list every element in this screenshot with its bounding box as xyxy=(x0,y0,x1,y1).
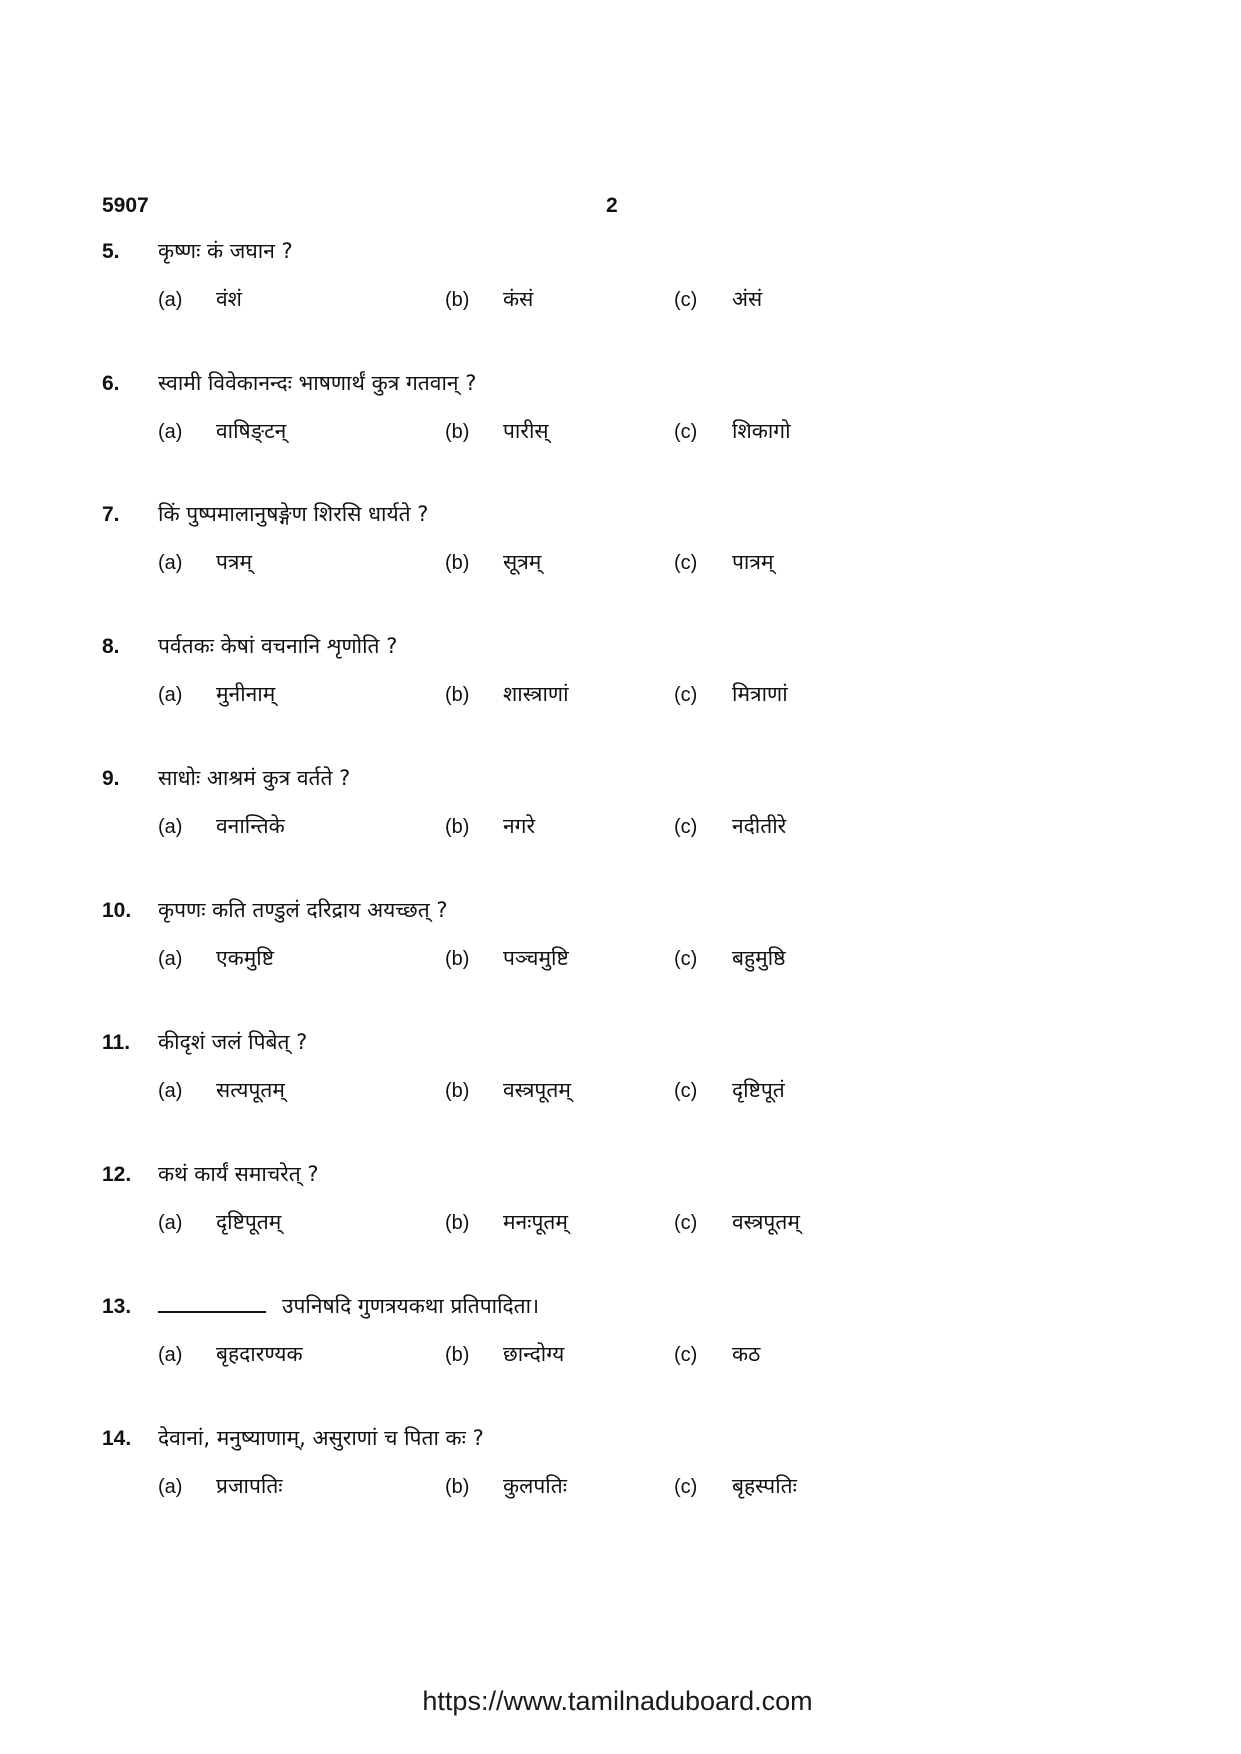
option-b: (b) वस्त्रपूतम् xyxy=(445,1078,571,1102)
question-text: कथं कार्यं समाचरेत् ? xyxy=(158,1162,319,1186)
option-b: (b) मनःपूतम् xyxy=(445,1210,568,1234)
question-text: साधोः आश्रमं कुत्र वर्तते ? xyxy=(158,766,351,790)
question-5 xyxy=(102,240,862,320)
option-a: (a) वनान्तिके xyxy=(158,814,285,838)
option-a: (a) दृष्टिपूतम् xyxy=(158,1210,282,1234)
question-number: 6. xyxy=(102,372,120,395)
option-c: (c) नदीतीरे xyxy=(674,814,787,838)
question-number: 10. xyxy=(102,899,132,922)
option-a: (a) मुनीनाम् xyxy=(158,682,276,706)
question-number: 11. xyxy=(102,1031,131,1054)
option-c: (c) शिकागो xyxy=(674,419,791,443)
question-number: 14. xyxy=(102,1427,132,1450)
question-number: 8. xyxy=(102,635,120,658)
option-c: (c) वस्त्रपूतम् xyxy=(674,1210,800,1234)
option-b: (b) कंसं xyxy=(445,287,534,311)
question-text: कृष्णः कं जघान ? xyxy=(158,239,293,263)
question-text: कीदृशं जलं पिबेत् ? xyxy=(158,1030,308,1054)
option-b: (b) कुलपतिः xyxy=(445,1474,567,1498)
question-text: उपनिषदि गुणत्रयकथा प्रतिपादिता। xyxy=(158,1292,539,1320)
question-14 xyxy=(102,1427,862,1507)
question-number: 12. xyxy=(102,1163,132,1186)
option-c: (c) अंसं xyxy=(674,287,763,311)
question-7 xyxy=(102,503,862,583)
paper-code: 5907 xyxy=(102,194,149,217)
question-text: किं पुष्पमालानुषङ्गेण शिरसि धार्यते ? xyxy=(158,502,429,526)
option-c: (c) दृष्टिपूतं xyxy=(674,1078,785,1102)
option-b: (b) नगरे xyxy=(445,814,536,838)
option-b: (b) पारीस् xyxy=(445,419,549,443)
question-number: 13. xyxy=(102,1295,132,1318)
question-number: 7. xyxy=(102,503,120,526)
question-text: पर्वतकः केषां वचनानि शृणोति ? xyxy=(158,634,398,658)
question-text: देवानां, मनुष्याणाम्, असुराणां च पिता कः ? xyxy=(158,1426,484,1450)
option-c: (c) मित्राणां xyxy=(674,682,788,706)
option-b: (b) पञ्चमुष्टि xyxy=(445,946,569,970)
option-a: (a) वंशं xyxy=(158,287,242,311)
question-number: 5. xyxy=(102,240,120,263)
option-a: (a) पत्रम् xyxy=(158,550,253,574)
option-c: (c) पात्रम् xyxy=(674,550,774,574)
option-c: (c) कठ xyxy=(674,1342,761,1366)
question-text: कृपणः कति तण्डुलं दरिद्राय अयच्छत् ? xyxy=(158,898,448,922)
option-a: (a) प्रजापतिः xyxy=(158,1474,283,1498)
question-6 xyxy=(102,372,862,452)
option-a: (a) एकमुष्टि xyxy=(158,946,275,970)
question-11 xyxy=(102,1031,862,1111)
question-9 xyxy=(102,767,862,847)
footer-url[interactable]: https://www.tamilnaduboard.com xyxy=(422,1686,813,1716)
question-text: स्वामी विवेकानन्दः भाषणार्थं कुत्र गतवान् ? xyxy=(158,371,477,395)
option-b: (b) छान्दोग्य xyxy=(445,1342,565,1366)
option-a: (a) सत्यपूतम् xyxy=(158,1078,285,1102)
question-number: 9. xyxy=(102,767,120,790)
option-c: (c) बृहस्पतिः xyxy=(674,1474,797,1498)
question-13 xyxy=(102,1295,862,1375)
question-12 xyxy=(102,1163,862,1243)
option-c: (c) बहुमुष्ठि xyxy=(674,946,786,970)
option-b: (b) शास्त्राणां xyxy=(445,682,569,706)
question-8 xyxy=(102,635,862,715)
option-b: (b) सूत्रम् xyxy=(445,550,542,574)
fill-in-blank xyxy=(158,1311,266,1313)
option-a: (a) बृहदारण्यक xyxy=(158,1342,303,1366)
page-number: 2 xyxy=(606,194,618,217)
option-a: (a) वाषिङ्टन् xyxy=(158,419,287,443)
question-10 xyxy=(102,899,862,979)
